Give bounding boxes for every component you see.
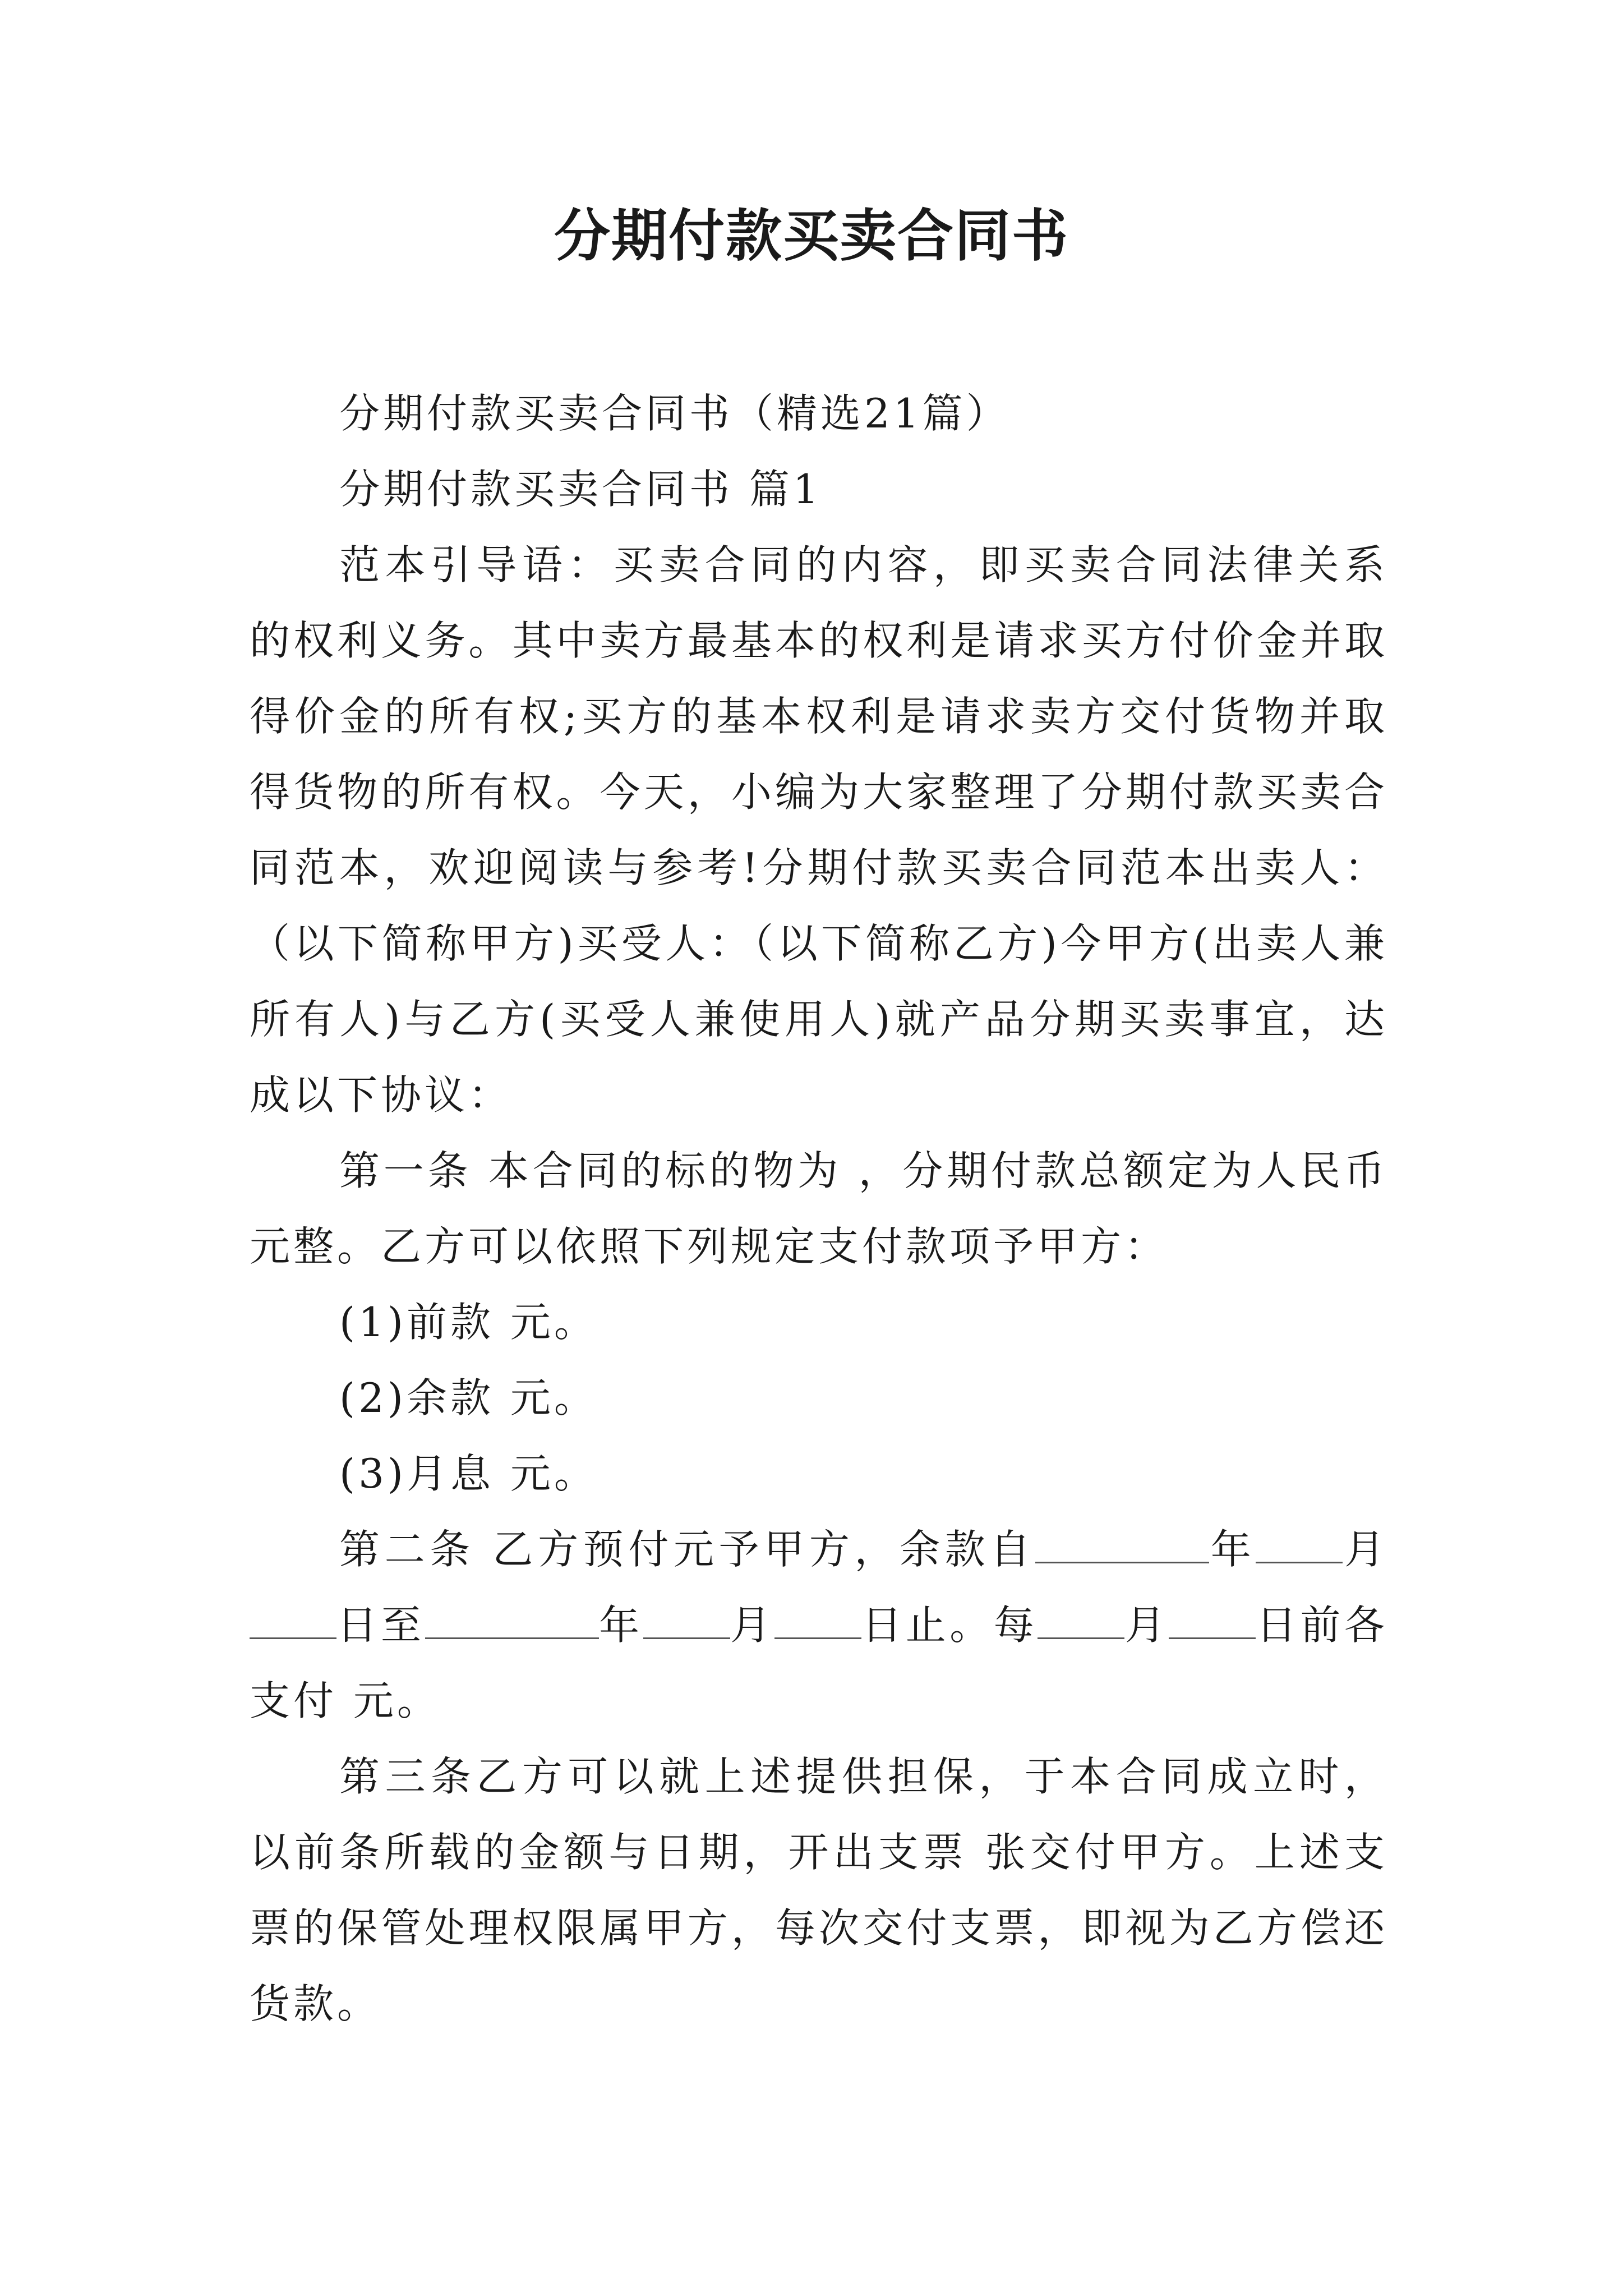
section-heading: 分期付款买卖合同书 篇1 — [339, 466, 822, 513]
article-2-month-label: 月 — [730, 1602, 774, 1649]
article-2-month-label: 月 — [1124, 1602, 1169, 1649]
article-3: 第三条乙方可以就上述提供担保，于本合同成立时，以前条所载的金额与日期，开出支票 张交付甲方。上述支票的保管处理权限属甲方，每次交付支票，即视为乙方偿还货款。 — [250, 1753, 1388, 2027]
item-2: (2)余款 元。 — [339, 1374, 598, 1421]
article-2-month-label: 月 — [1343, 1526, 1388, 1573]
article-2-year-label: 年 — [598, 1602, 643, 1649]
intro-paragraph: 范本引导语：买卖合同的内容，即买卖合同法律关系的权利义务。其中卖方最基本的权利是请求买方付价金并取得价金的所有权;买方的基本权利是请求卖方交付货物并取得货物的所有权。今天，小编为大家整理了分期付款买卖合同范本，欢迎阅读与参考!分期付款买卖合同范本出卖人：（以下简称甲方)买受人：（以下简称乙方)今甲方(出卖人兼所有人)与乙方(买受人兼使用人)就产品分期买卖事宜，达成以下协议： — [250, 541, 1388, 1119]
article-2-year-label: 年 — [1209, 1526, 1256, 1573]
article-1: 第一条 本合同的标的物为 ，分期付款总额定为人民币 元整。乙方可以依照下列规定支付款项予甲方： — [250, 1147, 1388, 1270]
blank-field — [1169, 1597, 1256, 1639]
article-2-day-before-label: 日前各支付 元。 — [250, 1602, 1388, 1724]
blank-field — [643, 1597, 730, 1639]
item-1: (1)前款 元。 — [339, 1299, 598, 1346]
blank-field — [1038, 1597, 1124, 1639]
article-2-part1: 第二条 乙方预付元予甲方，余款自 — [339, 1526, 1036, 1573]
article-2-day-to-label: 日至 — [336, 1602, 425, 1649]
document-title: 分期付款买卖合同书 — [554, 203, 1069, 269]
article-2 — [250, 1512, 1388, 1739]
subtitle: 分期付款买卖合同书（精选21篇） — [339, 390, 1010, 437]
item-3: (3)月息 元。 — [339, 1450, 598, 1497]
blank-field — [250, 1597, 336, 1639]
blank-field — [774, 1597, 861, 1639]
blank-field — [1035, 1521, 1209, 1563]
article-2-day-end-label: 日止。每 — [861, 1602, 1038, 1649]
document-body — [250, 376, 1388, 2042]
blank-field — [425, 1597, 599, 1639]
blank-field — [1256, 1521, 1343, 1563]
